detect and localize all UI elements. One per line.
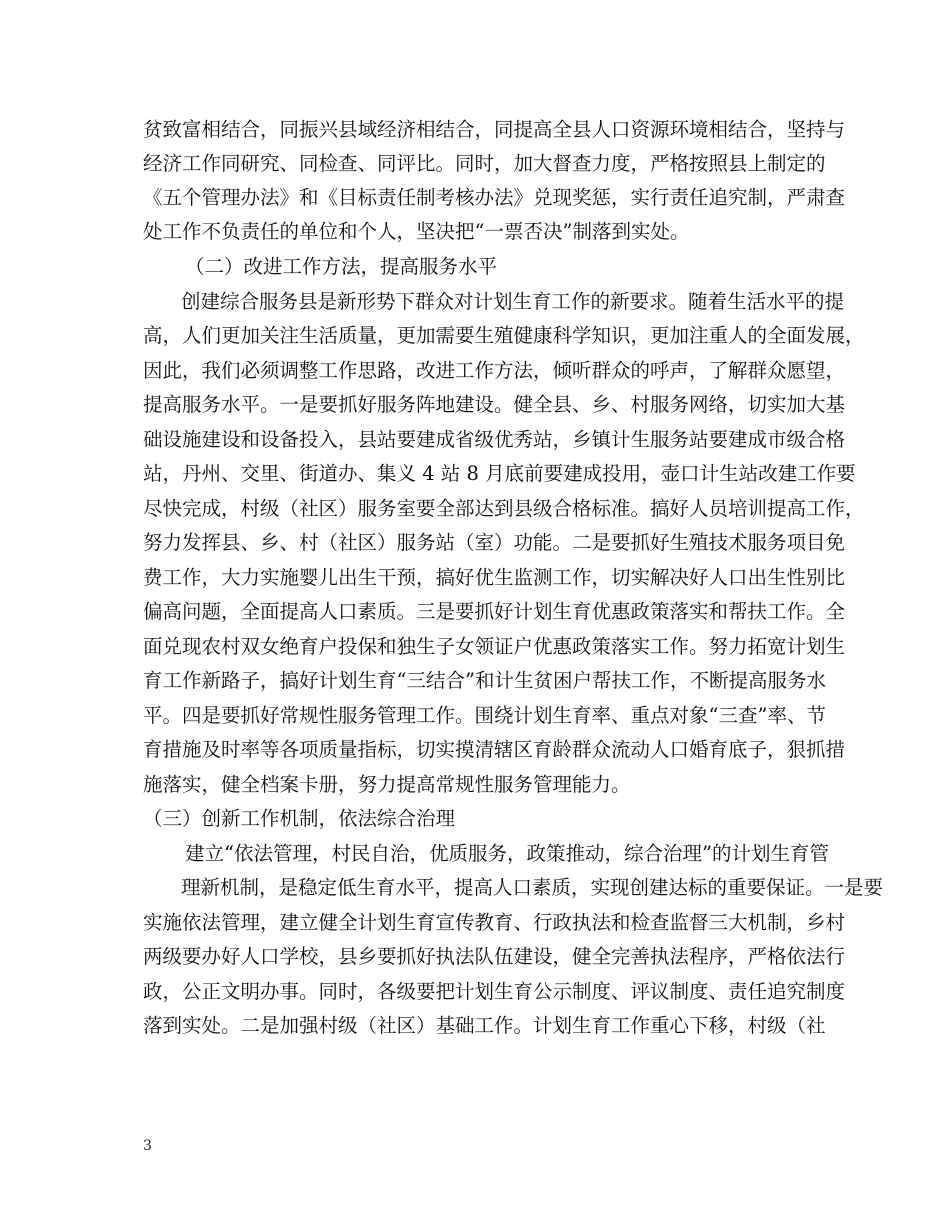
body-text-line: 落到实处。二是加强村级（社区）基础工作。计划生育工作重心下移，村级（社 — [143, 1014, 826, 1037]
body-text-line: 政，公正文明办事。同时，各级要把计划生育公示制度、评议制度、责任追究制度 — [143, 980, 846, 1003]
section-heading-3: 建立“依法管理，村民自治，优质服务，政策推动，综合治理”的计划生育管 — [185, 842, 829, 865]
body-text-line: 平。四是要抓好常规性服务管理工作。围绕计划生育率、重点对象“三查”率、节 — [143, 704, 826, 727]
body-text-line: 两级要办好人口学校，县乡要抓好执法队伍建设，健全完善执法程序，严格依法行 — [143, 945, 846, 968]
section-heading-2: （二）改进工作方法，提高服务水平 — [185, 255, 498, 278]
body-text-line: 因此，我们必须调整工作思路，改进工作方法，倾听群众的呼声，了解群众愿望， — [143, 359, 846, 382]
body-text-line: 偏高问题，全面提高人口素质。三是要抓好计划生育优惠政策落实和帮扶工作。全 — [143, 600, 846, 623]
body-text-line: 高，人们更加关注生活质量，更加需要生殖健康科学知识，更加注重人的全面发展， — [143, 324, 865, 347]
body-text-line: 费工作，大力实施婴儿出生干预，搞好优生监测工作，切实解决好人口出生性别比 — [143, 566, 846, 589]
body-text-line: 施落实，健全档案卡册，努力提高常规性服务管理能力。 — [143, 773, 631, 796]
body-text-line: 面兑现农村双女绝育户投保和独生子女领证户优惠政策落实工作。努力拓宽计划生 — [143, 635, 846, 658]
paragraph-first-line: 理新机制，是稳定低生育水平，提高人口素质，实现创建达标的重要保证。一是要 — [181, 876, 884, 899]
body-text-line: 育措施及时率等各项质量指标，切实摸清辖区育龄群众流动人口婚育底子，狠抓措 — [143, 738, 846, 761]
body-text-line: 尽快完成，村级（社区）服务室要全部达到县级合格标准。搞好人员培训提高工作， — [143, 497, 865, 520]
body-text-line: 提高服务水平。一是要抓好服务阵地建设。健全县、乡、村服务网络，切实加大基 — [143, 393, 846, 416]
body-text-line: （三）创新工作机制，依法综合治理 — [143, 807, 456, 830]
body-text-line: 经济工作同研究、同检查、同评比。同时，加大督查力度，严格按照县上制定的 — [143, 152, 826, 175]
body-text-line: 努力发挥县、乡、村（社区）服务站（室）功能。二是要抓好生殖技术服务项目免 — [143, 531, 846, 554]
paragraph-first-line: 创建综合服务县是新形势下群众对计划生育工作的新要求。随着生活水平的提 — [181, 290, 845, 313]
body-text-line: 站，丹州、交里、街道办、集义 4 站 8 月底前要建成投用，壶口计生站改建工作要 — [143, 462, 856, 485]
body-text-line: 实施依法管理，建立健全计划生育宣传教育、行政执法和检查监督三大机制，乡村 — [143, 911, 846, 934]
body-text-line: 处工作不负责任的单位和个人，坚决把“一票否决”制落到实处。 — [143, 220, 690, 243]
page-number: 3 — [143, 1138, 152, 1154]
body-text-line: 育工作新路子，搞好计划生育“三结合”和计生贫困户帮扶工作，不断提高服务水 — [143, 669, 826, 692]
body-text-line: 础设施建设和设备投入，县站要建成省级优秀站，乡镇计生服务站要建成市级合格 — [143, 428, 846, 451]
body-text-line: 贫致富相结合，同振兴县域经济相结合，同提高全县人口资源环境相结合，坚持与 — [143, 118, 846, 141]
body-text-line: 《五个管理办法》和《目标责任制考核办法》兑现奖惩，实行责任追究制，严肃查 — [143, 186, 846, 209]
